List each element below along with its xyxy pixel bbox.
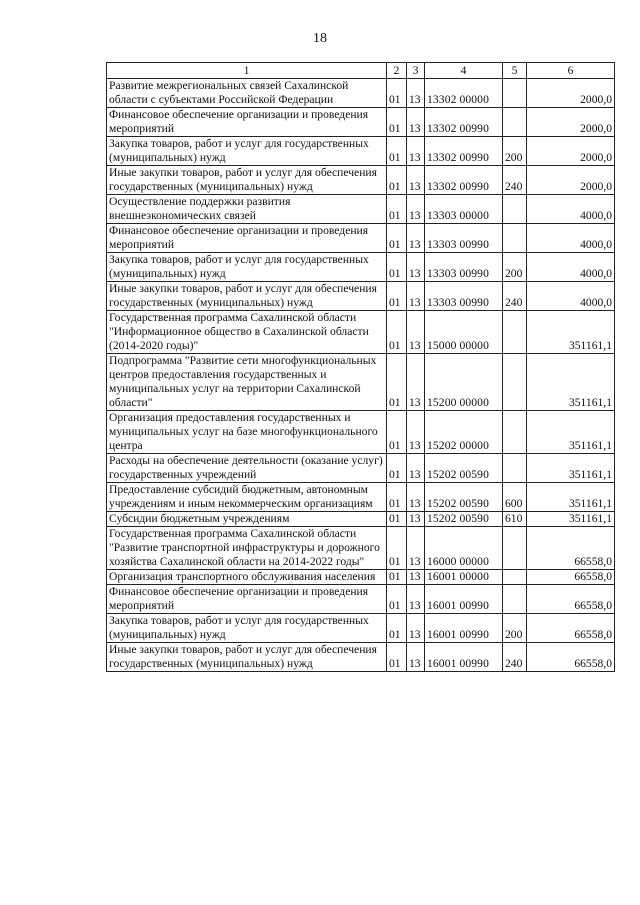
row-name: Закупка товаров, работ и услуг для государственных (муниципальных) нужд <box>107 253 387 282</box>
row-subsection: 13 <box>407 512 425 527</box>
row-expense-type <box>503 454 527 483</box>
row-target-code: 15200 00000 <box>425 354 503 411</box>
row-section: 01 <box>387 614 407 643</box>
row-section: 01 <box>387 166 407 195</box>
row-target-code: 15000 00000 <box>425 311 503 354</box>
row-name: Расходы на обеспечение деятельности (оказание услуг) государственных учреждений <box>107 454 387 483</box>
row-name: Закупка товаров, работ и услуг для государственных (муниципальных) нужд <box>107 137 387 166</box>
row-amount: 66558,0 <box>527 614 615 643</box>
row-section: 01 <box>387 108 407 137</box>
row-section: 01 <box>387 224 407 253</box>
row-section: 01 <box>387 354 407 411</box>
row-expense-type: 200 <box>503 137 527 166</box>
row-name: Организация предоставления государственных и муниципальных услуг на базе многофункционального центра <box>107 411 387 454</box>
row-name: Иные закупки товаров, работ и услуг для обеспечения государственных (муниципальных) нужд <box>107 643 387 672</box>
row-target-code: 13302 00990 <box>425 108 503 137</box>
row-name: Финансовое обеспечение организации и проведения мероприятий <box>107 224 387 253</box>
row-expense-type: 200 <box>503 614 527 643</box>
row-name: Финансовое обеспечение организации и проведения мероприятий <box>107 108 387 137</box>
row-name: Субсидии бюджетным учреждениям <box>107 512 387 527</box>
table-row <box>107 224 615 253</box>
header-cell-1: 1 <box>107 63 387 79</box>
row-section: 01 <box>387 483 407 512</box>
row-expense-type <box>503 108 527 137</box>
table-row <box>107 585 615 614</box>
row-target-code: 13302 00990 <box>425 137 503 166</box>
row-target-code: 16001 00990 <box>425 614 503 643</box>
row-expense-type <box>503 411 527 454</box>
row-subsection: 13 <box>407 570 425 585</box>
row-expense-type: 200 <box>503 253 527 282</box>
header-cell-2: 2 <box>387 63 407 79</box>
table-row <box>107 527 615 570</box>
row-section: 01 <box>387 512 407 527</box>
header-cell-6: 6 <box>527 63 615 79</box>
row-section: 01 <box>387 79 407 108</box>
row-section: 01 <box>387 643 407 672</box>
row-expense-type <box>503 354 527 411</box>
row-name: Предоставление субсидий бюджетным, автономным учреждениям и иным некоммерческим организациям <box>107 483 387 512</box>
table-row <box>107 643 615 672</box>
row-amount: 2000,0 <box>527 166 615 195</box>
row-section: 01 <box>387 311 407 354</box>
row-subsection: 13 <box>407 79 425 108</box>
row-name: Иные закупки товаров, работ и услуг для обеспечения государственных (муниципальных) нужд <box>107 282 387 311</box>
row-amount: 66558,0 <box>527 527 615 570</box>
row-subsection: 13 <box>407 224 425 253</box>
row-section: 01 <box>387 570 407 585</box>
row-target-code: 13303 00990 <box>425 282 503 311</box>
row-amount: 66558,0 <box>527 585 615 614</box>
row-amount: 66558,0 <box>527 643 615 672</box>
row-subsection: 13 <box>407 643 425 672</box>
table-row <box>107 512 615 527</box>
row-subsection: 13 <box>407 454 425 483</box>
header-cell-5: 5 <box>503 63 527 79</box>
row-subsection: 13 <box>407 354 425 411</box>
table-row <box>107 108 615 137</box>
row-amount: 66558,0 <box>527 570 615 585</box>
table-row <box>107 614 615 643</box>
row-target-code: 16001 00990 <box>425 643 503 672</box>
row-amount: 4000,0 <box>527 224 615 253</box>
row-name: Организация транспортного обслуживания населения <box>107 570 387 585</box>
row-subsection: 13 <box>407 166 425 195</box>
row-name: Государственная программа Сахалинской области "Информационное общество в Сахалинской области (2014-2020 годы)" <box>107 311 387 354</box>
row-target-code: 13303 00000 <box>425 195 503 224</box>
header-cell-4: 4 <box>425 63 503 79</box>
row-section: 01 <box>387 411 407 454</box>
row-name: Финансовое обеспечение организации и проведения мероприятий <box>107 585 387 614</box>
row-section: 01 <box>387 253 407 282</box>
row-amount: 351161,1 <box>527 411 615 454</box>
row-name: Государственная программа Сахалинской области "Развитие транспортной инфраструктуры и дорожного хозяйства Сахалинской области на 2014-2022 годы" <box>107 527 387 570</box>
row-subsection: 13 <box>407 311 425 354</box>
row-amount: 4000,0 <box>527 253 615 282</box>
row-subsection: 13 <box>407 195 425 224</box>
header-cell-3: 3 <box>407 63 425 79</box>
row-subsection: 13 <box>407 483 425 512</box>
row-expense-type <box>503 585 527 614</box>
table-row <box>107 79 615 108</box>
table-row <box>107 570 615 585</box>
row-subsection: 13 <box>407 527 425 570</box>
row-expense-type: 240 <box>503 282 527 311</box>
row-name: Закупка товаров, работ и услуг для государственных (муниципальных) нужд <box>107 614 387 643</box>
row-amount: 4000,0 <box>527 282 615 311</box>
row-subsection: 13 <box>407 411 425 454</box>
row-section: 01 <box>387 585 407 614</box>
row-amount: 2000,0 <box>527 137 615 166</box>
row-name: Осуществление поддержки развития внешнеэкономических связей <box>107 195 387 224</box>
table-row <box>107 137 615 166</box>
row-subsection: 13 <box>407 282 425 311</box>
row-expense-type <box>503 195 527 224</box>
row-target-code: 15202 00590 <box>425 454 503 483</box>
row-amount: 351161,1 <box>527 512 615 527</box>
row-expense-type <box>503 527 527 570</box>
row-target-code: 15202 00590 <box>425 483 503 512</box>
row-subsection: 13 <box>407 137 425 166</box>
table-row <box>107 253 615 282</box>
row-section: 01 <box>387 527 407 570</box>
row-amount: 4000,0 <box>527 195 615 224</box>
row-expense-type: 240 <box>503 166 527 195</box>
row-amount: 2000,0 <box>527 79 615 108</box>
row-expense-type <box>503 311 527 354</box>
row-expense-type <box>503 570 527 585</box>
row-expense-type <box>503 79 527 108</box>
header-row <box>107 63 615 79</box>
row-subsection: 13 <box>407 614 425 643</box>
row-amount: 351161,1 <box>527 454 615 483</box>
row-name: Развитие межрегиональных связей Сахалинской области с субъектами Российской Федерации <box>107 79 387 108</box>
row-section: 01 <box>387 282 407 311</box>
row-expense-type: 240 <box>503 643 527 672</box>
row-target-code: 13302 00990 <box>425 166 503 195</box>
row-section: 01 <box>387 195 407 224</box>
row-target-code: 15202 00000 <box>425 411 503 454</box>
row-name: Подпрограмма "Развитие сети многофункциональных центров предоставления государственных и муниципальных услуг на территории Сахалинской области" <box>107 354 387 411</box>
row-target-code: 13303 00990 <box>425 224 503 253</box>
budget-table <box>106 62 615 672</box>
table-row <box>107 311 615 354</box>
row-amount: 2000,0 <box>527 108 615 137</box>
row-subsection: 13 <box>407 108 425 137</box>
row-amount: 351161,1 <box>527 311 615 354</box>
row-target-code: 16001 00000 <box>425 570 503 585</box>
row-expense-type <box>503 224 527 253</box>
table-row <box>107 411 615 454</box>
row-amount: 351161,1 <box>527 354 615 411</box>
table-row <box>107 454 615 483</box>
row-subsection: 13 <box>407 253 425 282</box>
table-row <box>107 166 615 195</box>
row-subsection: 13 <box>407 585 425 614</box>
row-name: Иные закупки товаров, работ и услуг для обеспечения государственных (муниципальных) нужд <box>107 166 387 195</box>
row-target-code: 13302 00000 <box>425 79 503 108</box>
row-target-code: 16000 00000 <box>425 527 503 570</box>
row-expense-type: 610 <box>503 512 527 527</box>
row-target-code: 13303 00990 <box>425 253 503 282</box>
row-amount: 351161,1 <box>527 483 615 512</box>
row-expense-type: 600 <box>503 483 527 512</box>
table-row <box>107 195 615 224</box>
table-row <box>107 282 615 311</box>
row-section: 01 <box>387 454 407 483</box>
page-number: 18 <box>313 31 327 46</box>
row-target-code: 15202 00590 <box>425 512 503 527</box>
row-target-code: 16001 00990 <box>425 585 503 614</box>
table-row <box>107 354 615 411</box>
row-section: 01 <box>387 137 407 166</box>
table-row <box>107 483 615 512</box>
